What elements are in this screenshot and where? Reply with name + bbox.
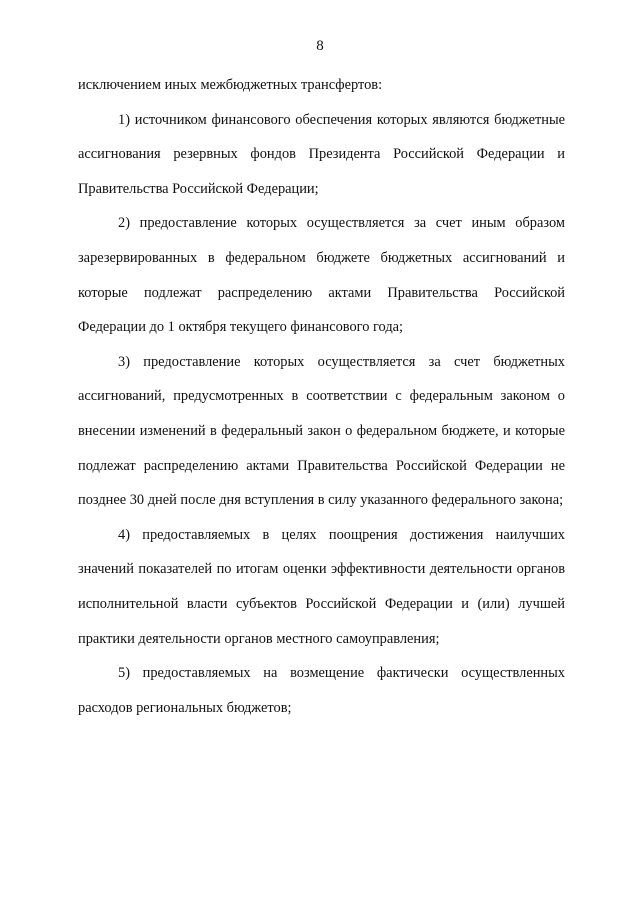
list-item-1: 1) источником финансового обеспечения которых являются бюджетные ассигнования резервных фондов Президента Российской Федерации и Правительства Российской Федерации; — [78, 111, 565, 197]
paragraph-continuation: исключением иных межбюджетных трансфертов: — [78, 77, 383, 93]
list-item-4: 4) предоставляемых в целях поощрения достижения наилучших значений показателей по итогам оценки эффективности деятельности органов исполнительной власти субъектов Российской Федерации и (или) лучшей практики деятельности органов местного самоуправления; — [78, 526, 565, 647]
list-item-3: 3) предоставление которых осуществляется за счет бюджетных ассигнований, предусмотренных в соответствии с федеральным законом о внесении изменений в федеральный закон о федеральном бюджете, и которые подлежат распределению актами Правительства Российской Федерации не позднее 30 дней после дня вступления в силу указанного федерального закона; — [78, 353, 565, 509]
list-item-5: 5) предоставляемых на возмещение фактически осуществленных расходов региональных бюджетов; — [78, 665, 565, 716]
page-number: 8 — [316, 38, 324, 54]
list-item-2: 2) предоставление которых осуществляется за счет иным образом зарезервированных в федеральном бюджете бюджетных ассигнований и которые подлежат распределению актами Правительства Российской Федерации до 1 октября текущего финансового года; — [78, 215, 565, 336]
document-body — [78, 68, 565, 725]
